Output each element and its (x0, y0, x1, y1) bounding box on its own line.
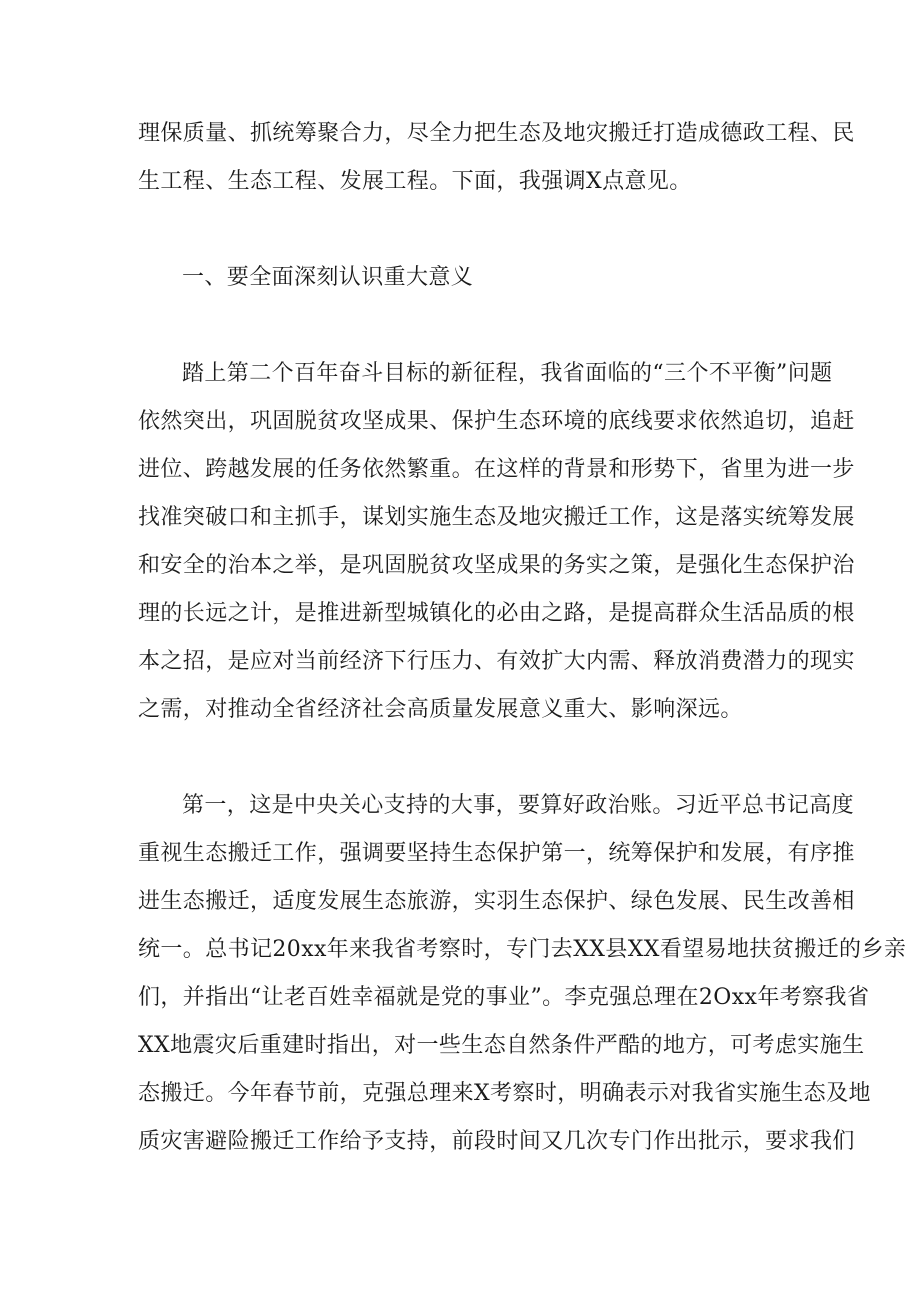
paragraph-2-line-6: XX地震灾后重建时指出，对一些生态自然条件严酷的地方，可考虑实施生 (138, 1033, 865, 1058)
paragraph-2-line-5: 们，并指出“让老百姓幸福就是党的事业”。李克强总理在2Oxx年考察我省 (138, 985, 870, 1010)
paragraph-1-line-5: 和安全的治本之举，是巩固脱贫攻坚成果的务实之策，是强化生态保护治 (138, 553, 855, 578)
paragraph-2-line-7: 态搬迁。今年春节前，克强总理来X考察时，明确表示对我省实施生态及地 (138, 1081, 871, 1106)
paragraph-1-line-7: 本之招，是应对当前经济下行压力、有效扩大内需、释放消费潜力的现实 (138, 649, 855, 674)
paragraph-2-line-2: 重视生态搬迁工作，强调要坚持生态保护第一，统筹保护和发展，有序推 (138, 841, 855, 866)
paragraph-2-line-4: 统一。总书记20xx年来我省考察时，专门去XX县XX看望易地扶贫搬迁的乡亲 (138, 937, 907, 962)
paragraph-2-line-8: 质灾害避险搬迁工作给予支持，前段时间又几次专门作出批示，要求我们 (138, 1129, 855, 1154)
paragraph-1-line-3: 进位、跨越发展的任务依然繁重。在这样的背景和形势下，省里为进一步 (138, 457, 855, 482)
paragraph-1-line-2: 依然突出，巩固脱贫攻坚成果、保护生态环境的底线要求依然追切，追赶 (138, 409, 855, 434)
paragraph-2-line-3: 进生态搬迁，适度发展生态旅游，实羽生态保护、绿色发展、民生改善相 (138, 889, 855, 914)
paragraph-1-line-4: 找准突破口和主抓手，谋划实施生态及地灾搬迁工作，这是落实统筹发展 (138, 505, 855, 530)
intro-line-1: 理保质量、抓统筹聚合力，尽全力把生态及地灾搬迁打造成德政工程、民 (138, 121, 855, 146)
paragraph-1-line-8: 之需，对推动全省经济社会高质量发展意义重大、影响深远。 (138, 697, 743, 722)
intro-line-2: 生工程、生态工程、发展工程。下面，我强调X点意见。 (138, 169, 692, 194)
section-heading: 一、要全面深刻认识重大意义 (182, 265, 474, 290)
paragraph-2-line-1: 第一，这是中央关心支持的大事，要算好政治账。习近平总书记高度 (182, 793, 855, 818)
paragraph-1-line-1: 踏上第二个百年奋斗目标的新征程，我省面临的“三个不平衡”问题 (182, 361, 833, 386)
paragraph-1-line-6: 理的长远之计，是推进新型城镇化的必由之路，是提高群众生活品质的根 (138, 601, 855, 626)
